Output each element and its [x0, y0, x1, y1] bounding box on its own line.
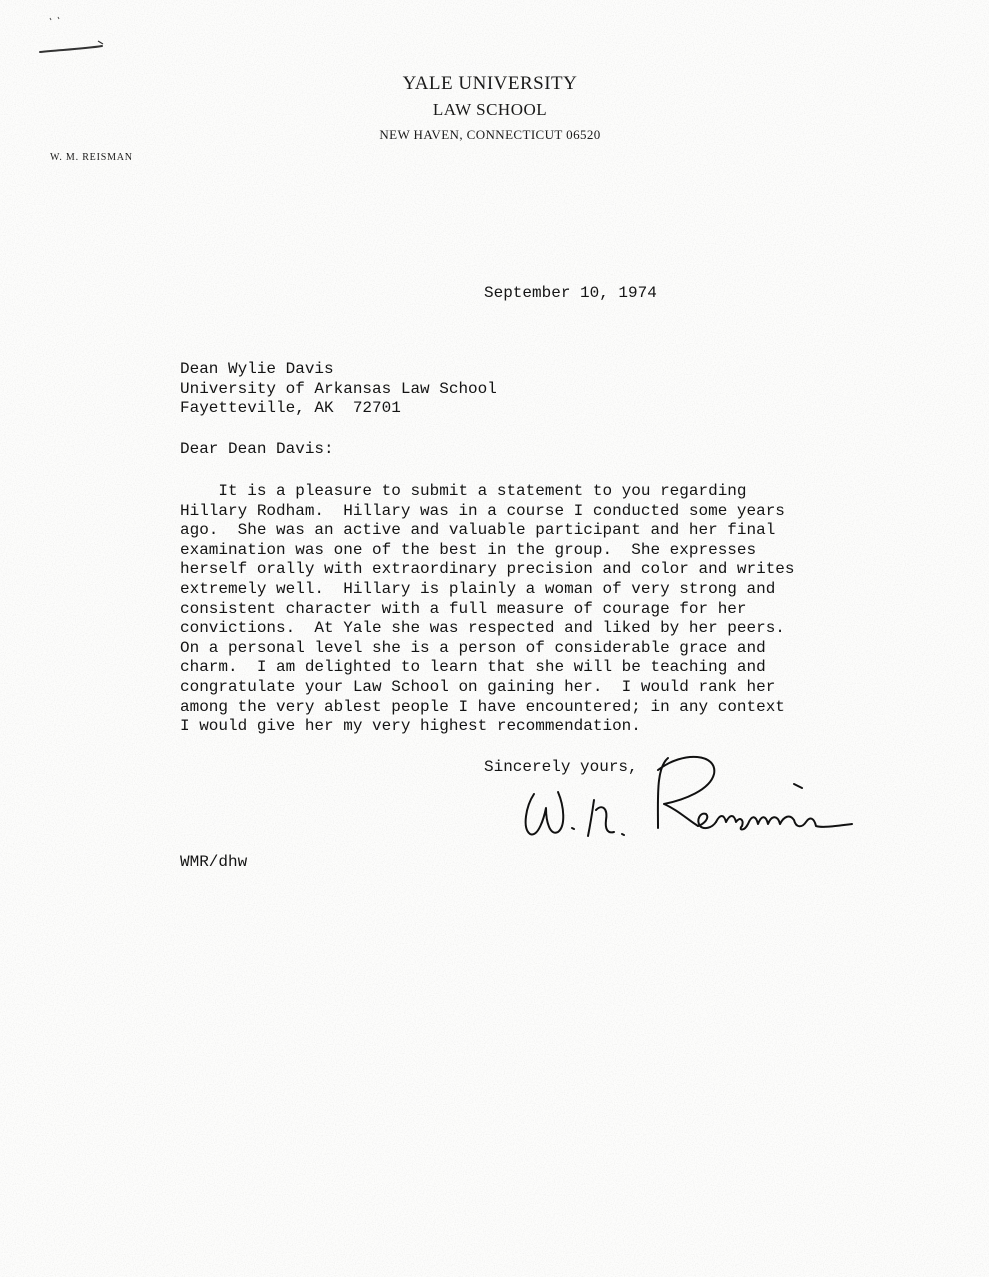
- margin-pencil-mark: [28, 10, 118, 60]
- handwritten-signature: [508, 748, 858, 848]
- body-line: On a personal level she is a person of considerable grace and: [180, 638, 766, 657]
- body-line: examination was one of the best in the group. She expresses: [180, 540, 757, 559]
- body-line: convictions. At Yale she was respected and liked by her peers.: [180, 619, 785, 638]
- letterhead-institution: YALE UNIVERSITY: [402, 73, 578, 94]
- body-line: among the very ablest people I have encountered; in any context: [180, 697, 785, 716]
- recipient-name: Dean Wylie Davis: [180, 360, 334, 378]
- body-line: consistent character with a full measure of courage for her: [180, 599, 747, 618]
- body-line: ago. She was an active and valuable participant and her final: [180, 521, 776, 540]
- recipient-address-block: [180, 360, 497, 419]
- letterhead-sender-name: W. M. REISMAN: [50, 152, 133, 163]
- body-line: I would give her my very highest recommendation.: [180, 717, 641, 736]
- closing: Sincerely yours,: [484, 758, 638, 776]
- body-line: extremely well. Hillary is plainly a woman of very strong and: [180, 579, 776, 598]
- recipient-institution: University of Arkansas Law School: [180, 379, 497, 398]
- body-line: herself orally with extraordinary precision and color and writes: [180, 560, 795, 579]
- letter-body: [180, 482, 820, 737]
- body-line: It is a pleasure to submit a statement to you regarding: [180, 482, 747, 500]
- body-line: charm. I am delighted to learn that she will be teaching and: [180, 658, 766, 677]
- letter-date: September 10, 1974: [484, 284, 657, 302]
- letterhead-school: LAW SCHOOL: [432, 100, 548, 119]
- reference-initials: WMR/dhw: [180, 853, 248, 871]
- body-line: Hillary Rodham. Hillary was in a course I conducted some years: [180, 501, 785, 520]
- recipient-city-state-zip: Fayetteville, AK 72701: [180, 399, 401, 417]
- letterhead-address: NEW HAVEN, CONNECTICUT 06520: [379, 127, 601, 142]
- salutation: Dear Dean Davis:: [180, 440, 334, 458]
- body-line: congratulate your Law School on gaining her. I would rank her: [180, 677, 776, 696]
